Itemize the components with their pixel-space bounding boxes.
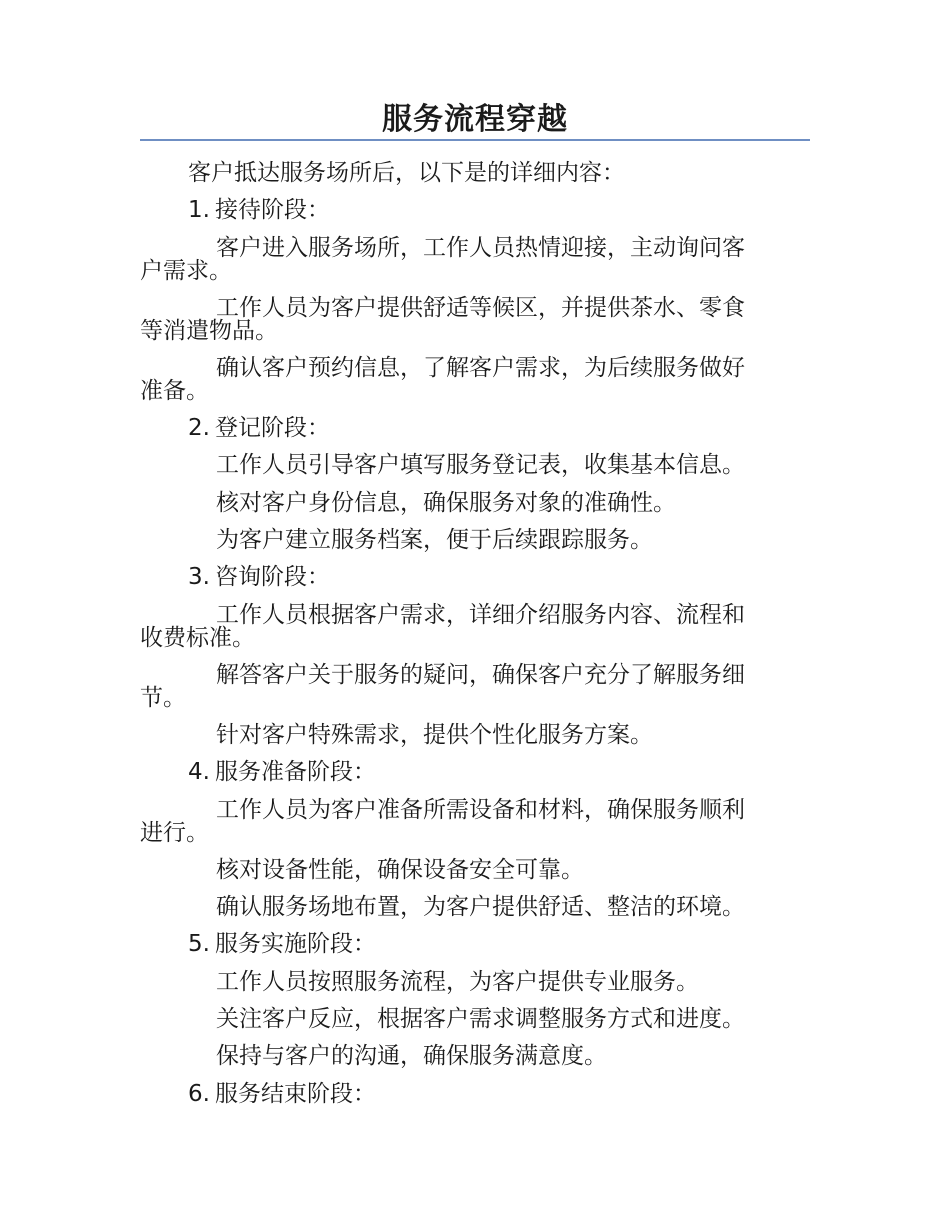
section-heading [140, 192, 800, 229]
list-item [140, 792, 800, 852]
list-item: 工作人员引导客户填写服务登记表，收集基本信息。 [216, 452, 745, 479]
list-item: 核对设备性能，确保设备安全可靠。 [216, 856, 584, 883]
list-item: 针对客户特殊需求，提供个性化服务方案。 [216, 721, 653, 748]
title-underline [140, 139, 810, 141]
section-heading [140, 559, 800, 596]
list-item: 工作人员按照服务流程，为客户提供专业服务。 [216, 968, 699, 995]
section-heading [140, 410, 800, 447]
intro-paragraph: 客户抵达服务场所后，以下是的详细内容： [188, 160, 625, 186]
list-item-continuation: 收费标准。 [140, 624, 255, 651]
section-heading-text: 服务实施阶段： [215, 931, 376, 958]
section-number: 2. [188, 414, 210, 441]
list-item-text: 确认客户预约信息，了解客户需求，为后续服务做好 [216, 354, 745, 381]
section-number: 3. [188, 564, 210, 591]
list-item [140, 657, 800, 717]
section-heading-text: 咨询阶段： [215, 564, 330, 591]
list-item [140, 597, 800, 657]
list-item [140, 350, 800, 410]
list-item-continuation: 进行。 [140, 819, 209, 846]
page-title: 服务流程穿越 [382, 102, 568, 137]
list-item [140, 230, 800, 290]
section-heading [140, 754, 800, 791]
list-item-continuation: 节。 [140, 684, 186, 711]
list-item-text: 客户进入服务场所，工作人员热情迎接，主动询问客 [216, 234, 745, 261]
list-item: 关注客户反应，根据客户需求调整服务方式和进度。 [216, 1006, 745, 1033]
list-item: 确认服务场地布置，为客户提供舒适、整洁的环境。 [216, 893, 745, 920]
section-number: 1. [188, 197, 210, 224]
list-item-text: 工作人员根据客户需求，详细介绍服务内容、流程和 [216, 601, 745, 628]
list-item [140, 290, 800, 350]
section-heading [140, 926, 800, 963]
list-item-text: 工作人员为客户提供舒适等候区，并提供茶水、零食 [216, 294, 745, 321]
section-heading-text: 登记阶段： [215, 414, 330, 441]
section-heading [140, 1076, 800, 1113]
document-body [140, 155, 800, 1113]
list-item: 为客户建立服务档案，便于后续跟踪服务。 [216, 526, 653, 553]
list-item: 保持与客户的沟通，确保服务满意度。 [216, 1043, 607, 1070]
list-item: 核对客户身份信息，确保服务对象的准确性。 [216, 489, 676, 516]
section-heading-text: 服务准备阶段： [215, 759, 376, 786]
section-number: 4. [188, 759, 210, 786]
section-number: 6. [188, 1080, 210, 1107]
section-heading-text: 接待阶段： [215, 197, 330, 224]
list-item-text: 解答客户关于服务的疑问，确保客户充分了解服务细 [216, 661, 745, 688]
list-item-continuation: 户需求。 [140, 257, 232, 284]
list-item-continuation: 准备。 [140, 377, 209, 404]
section-number: 5. [188, 931, 210, 958]
list-item-text: 工作人员为客户准备所需设备和材料，确保服务顺利 [216, 796, 745, 823]
section-heading-text: 服务结束阶段： [215, 1080, 376, 1107]
list-item-continuation: 等消遣物品。 [140, 317, 278, 344]
